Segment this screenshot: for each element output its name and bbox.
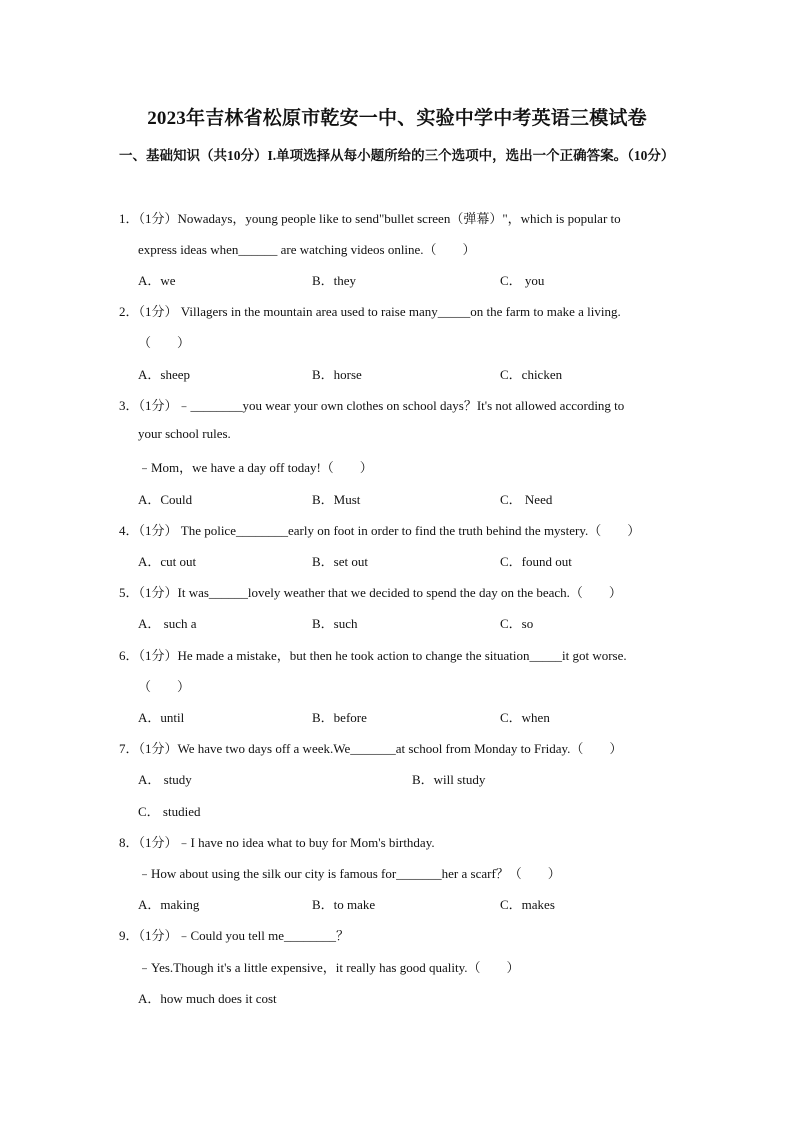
question-4-option-a: A．cut out bbox=[138, 554, 197, 569]
question-8-option-b: B．to make bbox=[312, 897, 376, 912]
question-3-line-1: 3．（1分）﹣________you wear your own clothes on school days？It's not allowed according to bbox=[119, 398, 625, 413]
question-2-option-c: C．chicken bbox=[500, 367, 563, 382]
section-heading: 一、基础知识（共10分）I.单项选择从每小题所给的三个选项中，选出一个正确答案。（10分） bbox=[119, 148, 675, 163]
question-7-line-1: 7．（1分）We have two days off a week.We_______at school from Monday to Friday.（ ） bbox=[119, 741, 623, 756]
question-4-option-b: B．set out bbox=[312, 554, 368, 569]
question-6-option-b: B．before bbox=[312, 710, 367, 725]
question-3-line-3: ﹣Mom，we have a day off today!（ ） bbox=[138, 460, 373, 475]
question-3-line-2: your school rules. bbox=[138, 426, 231, 441]
question-5-option-a: A． such a bbox=[138, 616, 197, 631]
question-2-line-1: 2．（1分） Villagers in the mountain area used to raise many_____on the farm to make a living. bbox=[119, 304, 621, 319]
question-7-option-c: C． studied bbox=[138, 804, 201, 819]
question-6-option-a: A．until bbox=[138, 710, 185, 725]
question-1-line-2: express ideas when______ are watching videos online.（ ） bbox=[138, 242, 476, 257]
question-3-option-c: C． Need bbox=[500, 492, 553, 507]
question-8-option-c: C．makes bbox=[500, 897, 555, 912]
question-4-option-c: C．found out bbox=[500, 554, 572, 569]
question-8-option-a: A．making bbox=[138, 897, 200, 912]
question-6-option-c: C．when bbox=[500, 710, 550, 725]
question-7-option-a: A． study bbox=[138, 772, 192, 787]
question-1-option-c: C． you bbox=[500, 273, 545, 288]
question-8-line-1: 8．（1分）﹣I have no idea what to buy for Mom's birthday. bbox=[119, 835, 435, 850]
question-9-option-a: A．how much does it cost bbox=[138, 991, 277, 1006]
question-2-option-a: A．sheep bbox=[138, 367, 190, 382]
question-3-option-a: A．Could bbox=[138, 492, 193, 507]
question-6-line-2: （ ） bbox=[138, 679, 191, 694]
question-6-line-1: 6．（1分）He made a mistake，but then he took action to change the situation_____it got worse. bbox=[119, 648, 627, 663]
question-8-line-2: ﹣How about using the silk our city is famous for_______her a scarf？（ ） bbox=[138, 866, 561, 881]
question-9-line-2: ﹣Yes.Though it's a little expensive，it really has good quality.（ ） bbox=[138, 960, 520, 975]
question-5-option-c: C．so bbox=[500, 616, 534, 631]
question-9-line-1: 9．（1分）﹣Could you tell me________？ bbox=[119, 928, 350, 943]
page-title: 2023年吉林省松原市乾安一中、实验中学中考英语三模试卷 bbox=[147, 108, 647, 129]
question-1-line-1: 1．（1分）Nowadays，young people like to send"bullet screen（弹幕）"，which is popular to bbox=[119, 211, 621, 226]
question-4-line-1: 4．（1分） The police________early on foot in order to find the truth behind the mystery.（ ） bbox=[119, 523, 641, 538]
question-3-option-b: B．Must bbox=[312, 492, 361, 507]
question-5-option-b: B．such bbox=[312, 616, 358, 631]
question-1-option-b: B．they bbox=[312, 273, 357, 288]
question-2-line-2: （ ） bbox=[138, 335, 191, 350]
question-2-option-b: B．horse bbox=[312, 367, 362, 382]
question-1-option-a: A．we bbox=[138, 273, 176, 288]
question-5-line-1: 5．（1分）It was______lovely weather that we decided to spend the day on the beach.（ ） bbox=[119, 585, 622, 600]
question-7-option-b: B．will study bbox=[412, 772, 486, 787]
